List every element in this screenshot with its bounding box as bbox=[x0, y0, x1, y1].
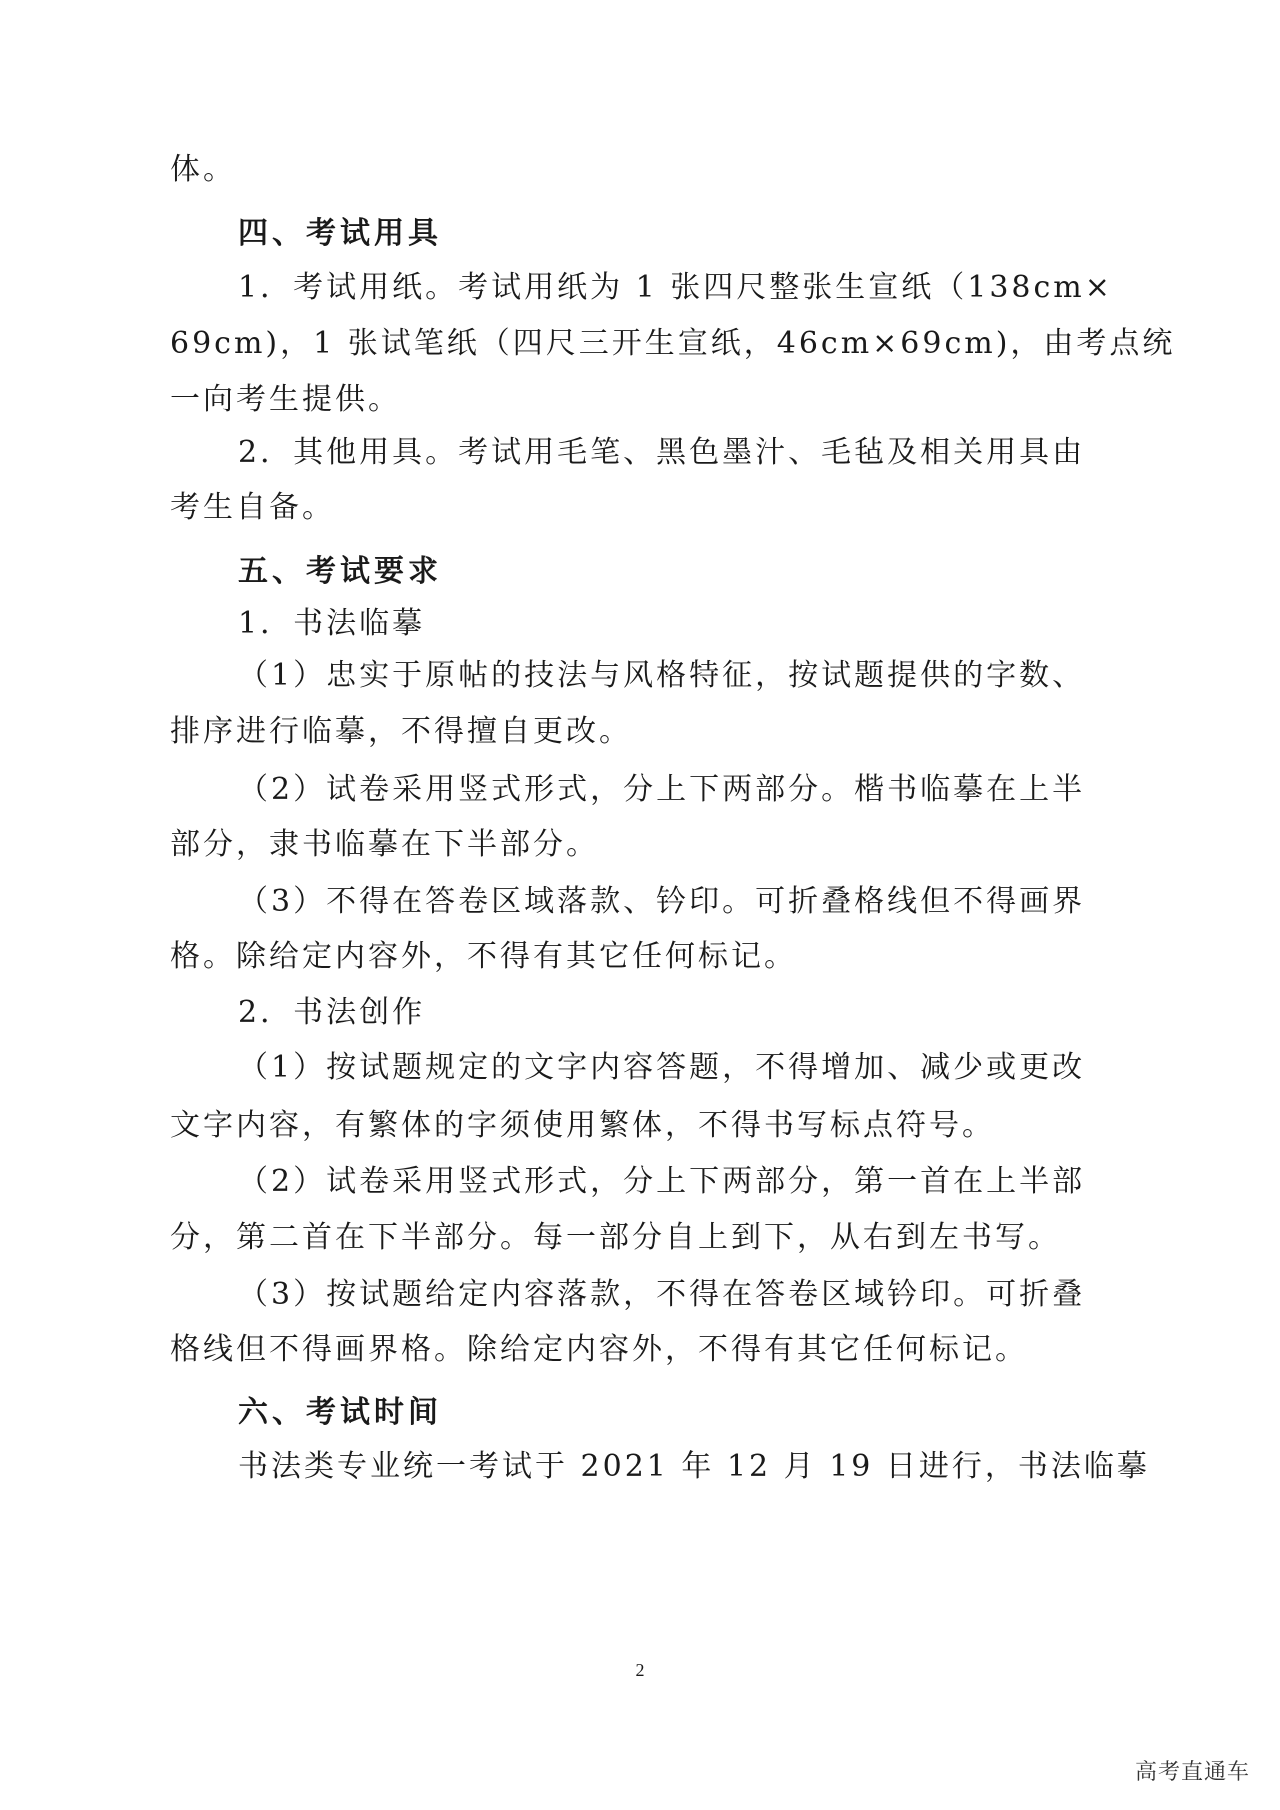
subsection-heading: 1．书法临摹 bbox=[238, 606, 426, 641]
paragraph-line: 排序进行临摹，不得擅自更改。 bbox=[170, 714, 632, 749]
paragraph-line: （1）按试题规定的文字内容答题，不得增加、减少或更改 bbox=[238, 1050, 1086, 1085]
paragraph-line: （3）不得在答卷区域落款、钤印。可折叠格线但不得画界 bbox=[238, 884, 1086, 919]
paragraph-line: （2）试卷采用竖式形式，分上下两部分，第一首在上半部 bbox=[238, 1164, 1086, 1199]
paragraph-line: （3）按试题给定内容落款，不得在答卷区域钤印。可折叠 bbox=[238, 1277, 1086, 1312]
paragraph-line: （2）试卷采用竖式形式，分上下两部分。楷书临摹在上半 bbox=[238, 772, 1086, 807]
paragraph-line: 文字内容，有繁体的字须使用繁体，不得书写标点符号。 bbox=[170, 1108, 995, 1143]
paragraph-line: 一向考生提供。 bbox=[170, 382, 401, 417]
paragraph-line: 1．考试用纸。考试用纸为 1 张四尺整张生宣纸（138cm× bbox=[238, 270, 1113, 305]
paragraph-line: 部分，隶书临摹在下半部分。 bbox=[170, 827, 599, 862]
section-heading: 五、考试要求 bbox=[238, 554, 442, 589]
paragraph-line: 书法类专业统一考试于 2021 年 12 月 19 日进行，书法临摹 bbox=[238, 1449, 1150, 1484]
paragraph-line: 2．其他用具。考试用毛笔、黑色墨汁、毛毡及相关用具由 bbox=[238, 435, 1086, 470]
subsection-heading: 2．书法创作 bbox=[238, 995, 426, 1030]
paragraph-line: 体。 bbox=[170, 152, 236, 187]
watermark-label: 高考直通车 bbox=[1125, 1754, 1260, 1792]
paragraph-line: 考生自备。 bbox=[170, 490, 335, 525]
paragraph-line: 分，第二首在下半部分。每一部分自上到下，从右到左书写。 bbox=[170, 1220, 1061, 1255]
paragraph-line: （1）忠实于原帖的技法与风格特征，按试题提供的字数、 bbox=[238, 658, 1086, 693]
section-heading: 六、考试时间 bbox=[238, 1395, 442, 1430]
paragraph-line: 69cm)，1 张试笔纸（四尺三开生宣纸，46cm×69cm)，由考点统 bbox=[170, 326, 1176, 361]
paragraph-line: 格线但不得画界格。除给定内容外，不得有其它任何标记。 bbox=[170, 1332, 1028, 1367]
page-number: 2 bbox=[635, 1660, 645, 1680]
section-heading: 四、考试用具 bbox=[238, 216, 442, 251]
paragraph-line: 格。除给定内容外，不得有其它任何标记。 bbox=[170, 939, 797, 974]
